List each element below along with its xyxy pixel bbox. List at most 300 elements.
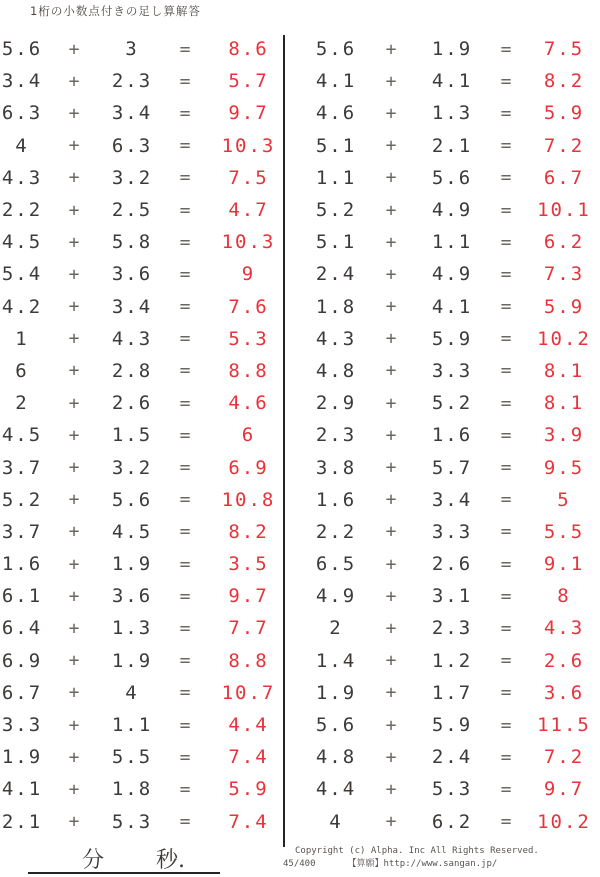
answer-value: 9.1 [543, 553, 585, 576]
operand-b: 2.3 [431, 617, 473, 640]
operand-a: 2.2 [1, 199, 43, 222]
problem-row [0, 162, 283, 194]
operand-b: 2.6 [431, 553, 473, 576]
operand-b: 2.1 [431, 134, 473, 157]
equals-sign: = [500, 102, 514, 124]
equals-sign: = [500, 70, 514, 92]
operand-b: 3.4 [111, 102, 153, 125]
problem-row [309, 194, 600, 226]
answer-value: 11.5 [537, 714, 591, 737]
operand-b: 1.1 [431, 231, 473, 254]
plus-operator: + [68, 328, 82, 350]
answer-value: 9.7 [228, 585, 269, 608]
answer-value: 10.2 [537, 327, 591, 350]
plus-operator: + [68, 714, 82, 736]
operand-a: 1.4 [315, 649, 357, 672]
answer-value: 7.3 [543, 263, 585, 286]
operand-b: 1.8 [111, 778, 153, 801]
problem-row [0, 258, 283, 290]
plus-operator: + [385, 167, 399, 189]
answer-value: 7.7 [228, 617, 269, 640]
plus-operator: + [68, 360, 82, 382]
operand-b: 6.2 [431, 810, 473, 833]
answer-value: 10.3 [221, 231, 276, 254]
operand-b: 3.6 [111, 263, 153, 286]
plus-operator: + [68, 811, 82, 833]
plus-operator: + [68, 263, 82, 285]
plus-operator: + [68, 650, 82, 672]
answer-value: 5.5 [543, 520, 585, 543]
problem-row [309, 33, 600, 65]
plus-operator: + [68, 682, 82, 704]
equals-sign: = [500, 360, 514, 382]
equals-sign: = [179, 360, 193, 382]
operand-b: 1.3 [431, 102, 473, 125]
problem-row [309, 806, 600, 838]
equals-sign: = [179, 746, 193, 768]
problem-row [309, 741, 600, 773]
operand-a: 3.4 [1, 70, 43, 93]
operand-a: 2.3 [315, 424, 357, 447]
problem-row [309, 355, 600, 387]
operand-a: 5.2 [1, 488, 43, 511]
operand-b: 5.3 [111, 810, 153, 833]
equals-sign: = [179, 778, 193, 800]
problem-row [0, 516, 283, 548]
operand-a: 4.5 [1, 231, 43, 254]
operand-a: 6.3 [1, 102, 43, 125]
problem-row [0, 677, 283, 709]
equals-sign: = [179, 70, 193, 92]
operand-a: 6 [15, 359, 29, 382]
problem-row [309, 162, 600, 194]
plus-operator: + [385, 38, 399, 60]
operand-b: 1.9 [111, 553, 153, 576]
plus-operator: + [385, 553, 399, 575]
operand-a: 4.3 [1, 166, 43, 189]
problem-row [0, 741, 283, 773]
answer-value: 10.8 [221, 488, 276, 511]
equals-sign: = [500, 392, 514, 414]
answer-value: 9.7 [543, 778, 585, 801]
equals-sign: = [179, 424, 193, 446]
equals-sign: = [179, 650, 193, 672]
operand-a: 1.1 [315, 166, 357, 189]
answer-value: 10.2 [537, 810, 591, 833]
problem-row [0, 773, 283, 805]
operand-a: 5.1 [315, 231, 357, 254]
plus-operator: + [385, 231, 399, 253]
equals-sign: = [179, 38, 193, 60]
equals-sign: = [179, 231, 193, 253]
problem-row [0, 419, 283, 451]
problem-row [309, 548, 600, 580]
operand-a: 4.8 [315, 359, 357, 382]
problem-row [309, 258, 600, 290]
answer-value: 7.2 [543, 134, 585, 157]
equals-sign: = [500, 585, 514, 607]
operand-b: 2.3 [111, 70, 153, 93]
operand-a: 5.6 [315, 38, 357, 61]
problem-row [309, 387, 600, 419]
plus-operator: + [68, 70, 82, 92]
operand-b: 5.3 [431, 778, 473, 801]
plus-operator: + [68, 778, 82, 800]
operand-a: 5.6 [1, 38, 43, 61]
seconds-label: 秒. [156, 848, 185, 873]
column-divider [283, 35, 285, 847]
operand-b: 1.9 [431, 38, 473, 61]
problem-row [309, 677, 600, 709]
problem-row [309, 773, 600, 805]
plus-operator: + [385, 328, 399, 350]
operand-a: 5.2 [315, 199, 357, 222]
operand-b: 4.9 [431, 263, 473, 286]
answer-value: 6.9 [228, 456, 269, 479]
plus-operator: + [385, 778, 399, 800]
plus-operator: + [385, 392, 399, 414]
plus-operator: + [385, 682, 399, 704]
operand-a: 6.1 [1, 585, 43, 608]
equals-sign: = [500, 617, 514, 639]
answer-value: 7.6 [228, 295, 269, 318]
operand-b: 5.6 [431, 166, 473, 189]
answer-value: 5.9 [543, 295, 585, 318]
operand-b: 4.9 [431, 199, 473, 222]
operand-b: 1.6 [431, 424, 473, 447]
problem-row [0, 806, 283, 838]
operand-b: 5.9 [431, 327, 473, 350]
equals-sign: = [500, 296, 514, 318]
answer-value: 8.6 [228, 38, 269, 61]
minutes-label: 分 [82, 848, 105, 873]
answer-value: 8.8 [228, 649, 269, 672]
operand-a: 4.1 [1, 778, 43, 801]
operand-a: 1.8 [315, 295, 357, 318]
answer-value: 10.7 [221, 681, 276, 704]
problem-row [0, 451, 283, 483]
operand-a: 4.3 [315, 327, 357, 350]
operand-a: 4.2 [1, 295, 43, 318]
plus-operator: + [385, 360, 399, 382]
problem-row [0, 709, 283, 741]
problem-row [0, 33, 283, 65]
answer-value: 9.5 [543, 456, 585, 479]
operand-a: 2 [329, 617, 343, 640]
operand-b: 3.4 [111, 295, 153, 318]
problem-row [0, 130, 283, 162]
equals-sign: = [179, 682, 193, 704]
operand-b: 6.3 [111, 134, 153, 157]
operand-b: 3.3 [431, 359, 473, 382]
answer-value: 4.7 [228, 199, 269, 222]
operand-a: 4 [15, 134, 29, 157]
equals-sign: = [179, 167, 193, 189]
equals-sign: = [179, 585, 193, 607]
plus-operator: + [385, 617, 399, 639]
operand-a: 2.4 [315, 263, 357, 286]
plus-operator: + [385, 199, 399, 221]
answer-value: 8.8 [228, 359, 269, 382]
problem-row [0, 645, 283, 677]
operand-a: 3.8 [315, 456, 357, 479]
operand-a: 5.6 [315, 714, 357, 737]
plus-operator: + [68, 521, 82, 543]
problem-row [0, 580, 283, 612]
equals-sign: = [500, 457, 514, 479]
plus-operator: + [385, 102, 399, 124]
operand-a: 4.5 [1, 424, 43, 447]
problem-row [0, 291, 283, 323]
operand-a: 2.2 [315, 520, 357, 543]
answer-value: 8.2 [228, 520, 269, 543]
answer-value: 10.3 [221, 134, 276, 157]
operand-b: 2.6 [111, 392, 153, 415]
equals-sign: = [500, 199, 514, 221]
operand-b: 1.1 [111, 714, 153, 737]
equals-sign: = [179, 553, 193, 575]
operand-b: 2.5 [111, 199, 153, 222]
equals-sign: = [179, 457, 193, 479]
answer-value: 8 [557, 585, 571, 608]
equals-sign: = [500, 682, 514, 704]
answer-value: 7.2 [543, 746, 585, 769]
problem-row [309, 97, 600, 129]
operand-a: 4.4 [315, 778, 357, 801]
answer-value: 10.1 [537, 199, 591, 222]
answer-value: 7.4 [228, 810, 269, 833]
operand-a: 2.1 [1, 810, 43, 833]
problem-row [0, 484, 283, 516]
plus-operator: + [68, 617, 82, 639]
plus-operator: + [68, 38, 82, 60]
operand-b: 4 [125, 681, 139, 704]
plus-operator: + [68, 135, 82, 157]
answer-value: 6.2 [543, 231, 585, 254]
plus-operator: + [385, 424, 399, 446]
plus-operator: + [385, 650, 399, 672]
operand-a: 1 [15, 327, 29, 350]
problem-row [309, 484, 600, 516]
plus-operator: + [68, 231, 82, 253]
operand-a: 3.7 [1, 520, 43, 543]
answer-value: 4.3 [543, 617, 585, 640]
page-number: 45/400 [283, 859, 316, 870]
answer-value: 8.2 [543, 70, 585, 93]
answer-value: 6 [241, 424, 256, 447]
equals-sign: = [500, 489, 514, 511]
equals-sign: = [179, 811, 193, 833]
problem-row [0, 387, 283, 419]
operand-a: 6.5 [315, 553, 357, 576]
operand-a: 4.6 [315, 102, 357, 125]
operand-b: 1.9 [111, 649, 153, 672]
answer-value: 5 [557, 488, 571, 511]
plus-operator: + [385, 263, 399, 285]
equals-sign: = [500, 521, 514, 543]
answer-value: 3.5 [228, 553, 269, 576]
plus-operator: + [68, 489, 82, 511]
plus-operator: + [385, 70, 399, 92]
plus-operator: + [385, 135, 399, 157]
operand-a: 5.1 [315, 134, 357, 157]
answer-value: 7.5 [228, 166, 269, 189]
plus-operator: + [68, 424, 82, 446]
equals-sign: = [179, 521, 193, 543]
problem-row [309, 291, 600, 323]
answer-value: 8.1 [543, 359, 585, 382]
operand-b: 5.2 [431, 392, 473, 415]
plus-operator: + [68, 553, 82, 575]
operand-a: 3.7 [1, 456, 43, 479]
operand-a: 4 [329, 810, 343, 833]
equals-sign: = [500, 811, 514, 833]
equals-sign: = [179, 489, 193, 511]
copyright-text: Copyright (c) Alpha. Inc All Rights Reserved. [295, 846, 539, 856]
plus-operator: + [68, 199, 82, 221]
equals-sign: = [500, 38, 514, 60]
answer-value: 9.7 [228, 102, 269, 125]
equals-sign: = [179, 328, 193, 350]
problem-row [309, 451, 600, 483]
operand-b: 3.2 [111, 456, 153, 479]
plus-operator: + [385, 489, 399, 511]
problems-column-right [283, 33, 600, 845]
operand-a: 4.1 [315, 70, 357, 93]
problem-row [309, 323, 600, 355]
answer-value: 5.9 [228, 778, 269, 801]
operand-a: 6.7 [1, 681, 43, 704]
equals-sign: = [500, 135, 514, 157]
problems-area [0, 33, 600, 845]
answer-value: 4.4 [228, 714, 269, 737]
operand-b: 4.3 [111, 327, 153, 350]
operand-a: 4.9 [315, 585, 357, 608]
equals-sign: = [179, 714, 193, 736]
operand-b: 4.1 [431, 70, 473, 93]
answer-value: 5.9 [543, 102, 585, 125]
problem-row [0, 323, 283, 355]
plus-operator: + [68, 392, 82, 414]
operand-b: 1.2 [431, 649, 473, 672]
equals-sign: = [500, 328, 514, 350]
plus-operator: + [68, 746, 82, 768]
plus-operator: + [385, 521, 399, 543]
equals-sign: = [179, 199, 193, 221]
equals-sign: = [179, 102, 193, 124]
operand-a: 4.8 [315, 746, 357, 769]
operand-a: 1.6 [315, 488, 357, 511]
plus-operator: + [385, 296, 399, 318]
answer-value: 7.5 [543, 38, 585, 61]
copyright-block [283, 845, 593, 871]
operand-a: 6.4 [1, 617, 43, 640]
operand-b: 5.8 [111, 231, 153, 254]
problem-row [309, 130, 600, 162]
operand-a: 6.9 [1, 649, 43, 672]
operand-b: 1.3 [111, 617, 153, 640]
operand-b: 2.4 [431, 746, 473, 769]
worksheet-title: 1桁の小数点付きの足し算解答 [30, 4, 201, 18]
plus-operator: + [68, 585, 82, 607]
operand-b: 5.7 [431, 456, 473, 479]
equals-sign: = [179, 263, 193, 285]
problem-row [309, 612, 600, 644]
equals-sign: = [500, 424, 514, 446]
equals-sign: = [500, 650, 514, 672]
problem-row [0, 65, 283, 97]
equals-sign: = [500, 167, 514, 189]
problem-row [0, 226, 283, 258]
operand-a: 1.9 [1, 746, 43, 769]
operand-a: 5.4 [1, 263, 43, 286]
problem-row [0, 97, 283, 129]
operand-a: 2.9 [315, 392, 357, 415]
answer-value: 9 [241, 263, 256, 286]
operand-b: 1.5 [111, 424, 153, 447]
operand-b: 5.6 [111, 488, 153, 511]
equals-sign: = [500, 778, 514, 800]
problem-row [309, 65, 600, 97]
answer-value: 5.3 [228, 327, 269, 350]
equals-sign: = [500, 231, 514, 253]
equals-sign: = [500, 714, 514, 736]
operand-a: 2 [15, 392, 29, 415]
answer-value: 5.7 [228, 70, 269, 93]
operand-b: 4.5 [111, 520, 153, 543]
time-entry-line [28, 841, 220, 874]
operand-b: 5.5 [111, 746, 153, 769]
operand-a: 1.6 [1, 553, 43, 576]
equals-sign: = [179, 617, 193, 639]
equals-sign: = [179, 392, 193, 414]
plus-operator: + [385, 457, 399, 479]
problem-row [309, 226, 600, 258]
operand-b: 3.2 [111, 166, 153, 189]
operand-b: 1.7 [431, 681, 473, 704]
operand-b: 3.4 [431, 488, 473, 511]
answer-value: 8.1 [543, 392, 585, 415]
plus-operator: + [68, 296, 82, 318]
operand-b: 3.1 [431, 585, 473, 608]
problem-row [309, 516, 600, 548]
problem-row [0, 194, 283, 226]
equals-sign: = [179, 135, 193, 157]
answer-value: 3.9 [543, 424, 585, 447]
operand-b: 3.6 [111, 585, 153, 608]
operand-b: 3 [125, 38, 139, 61]
answer-value: 4.6 [228, 392, 269, 415]
operand-b: 2.8 [111, 359, 153, 382]
operand-a: 1.9 [315, 681, 357, 704]
answer-value: 3.6 [543, 681, 585, 704]
plus-operator: + [385, 746, 399, 768]
operand-b: 4.1 [431, 295, 473, 318]
answer-value: 7.4 [228, 746, 269, 769]
problem-row [309, 580, 600, 612]
problem-row [0, 355, 283, 387]
plus-operator: + [68, 167, 82, 189]
plus-operator: + [385, 714, 399, 736]
equals-sign: = [500, 263, 514, 285]
problem-row [309, 709, 600, 741]
problems-column-left [0, 33, 283, 845]
problem-row [0, 612, 283, 644]
plus-operator: + [68, 457, 82, 479]
operand-a: 3.3 [1, 714, 43, 737]
answer-value: 6.7 [543, 166, 585, 189]
operand-b: 5.9 [431, 714, 473, 737]
